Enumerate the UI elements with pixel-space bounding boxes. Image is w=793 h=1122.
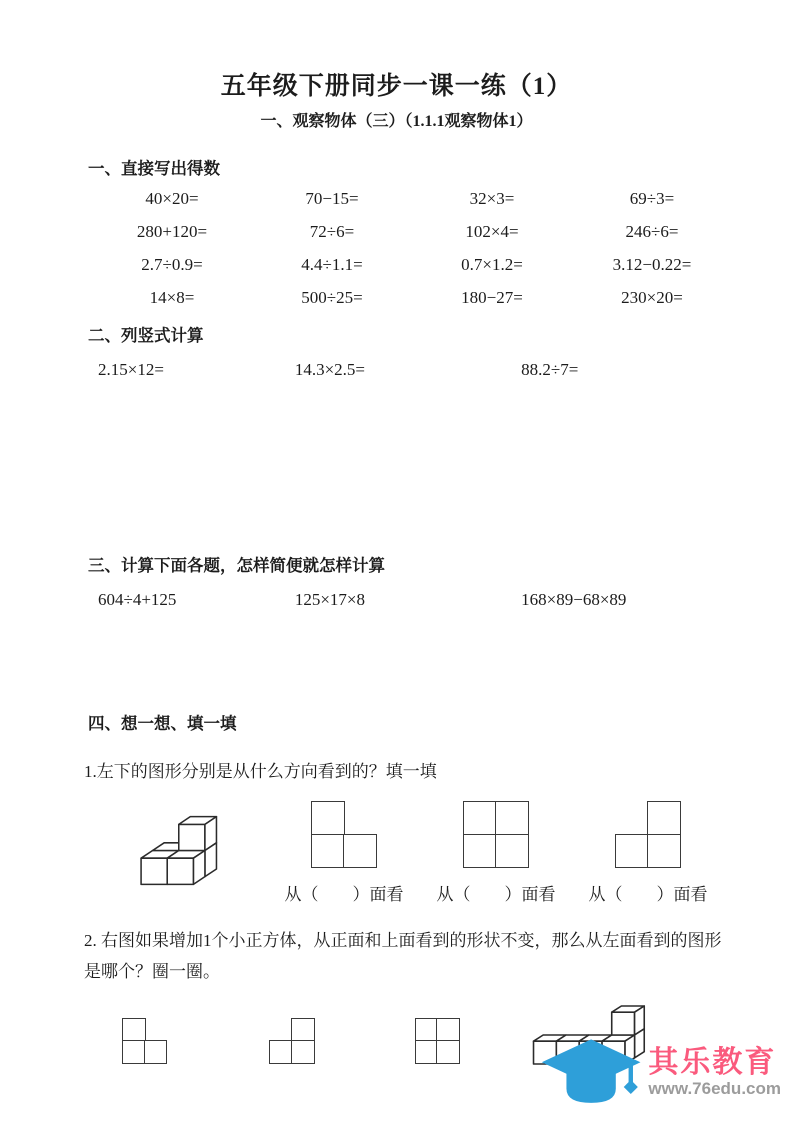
section1-heading: 一、直接写出得数 xyxy=(88,159,220,178)
math-problem: 280+120= xyxy=(136,222,208,241)
math-problem: 14×8= xyxy=(149,288,195,307)
view-direction-label: 从（ ）面看 xyxy=(284,884,404,904)
math-problem: 604÷4+125 xyxy=(98,590,177,609)
grid-cell xyxy=(463,801,497,835)
answer-shape-l-top-left xyxy=(122,1018,167,1063)
grid-cell xyxy=(291,1040,315,1064)
grid-cell xyxy=(122,1018,146,1042)
grid-cell xyxy=(647,834,681,868)
math-problem: 168×89−68×89 xyxy=(521,590,627,609)
grid-cell xyxy=(463,834,497,868)
view-option-column xyxy=(572,801,724,904)
math-problem: 14.3×2.5= xyxy=(294,360,365,379)
grid-cell xyxy=(144,1040,168,1064)
view-option-column xyxy=(268,801,420,904)
math-problem: 102×4= xyxy=(465,222,519,241)
question1-figures xyxy=(0,801,793,904)
publisher-logo xyxy=(540,1032,781,1112)
math-problem: 40×20= xyxy=(145,189,199,208)
section1-problems xyxy=(92,189,732,308)
grid-shape-l-top-right xyxy=(615,801,681,867)
math-problem: 3.12−0.22= xyxy=(612,255,692,274)
section2-heading: 二、列竖式计算 xyxy=(88,326,204,345)
grid-shape-l-top-left xyxy=(311,801,377,867)
page-title: 五年级下册同步一课一练（1） xyxy=(220,73,573,100)
section4-heading: 四、想一想、填一填 xyxy=(88,714,237,733)
grid-cell xyxy=(122,1040,146,1064)
math-problem: 88.2÷7= xyxy=(521,360,579,379)
grid-cell xyxy=(647,801,681,835)
math-problem: 69÷3= xyxy=(629,189,675,208)
grid-cell xyxy=(415,1040,439,1064)
grid-cell xyxy=(311,801,345,835)
logo-website-url: www.76edu.com xyxy=(648,1078,781,1098)
view-direction-label: 从（ ）面看 xyxy=(436,884,556,904)
math-problem: 125×17×8 xyxy=(294,590,365,609)
grid-cell xyxy=(495,801,529,835)
section3-problems xyxy=(92,590,712,610)
math-problem: 2.15×12= xyxy=(98,360,164,379)
grid-cell xyxy=(343,834,377,868)
grid-cell xyxy=(415,1018,439,1042)
math-problem: 180−27= xyxy=(461,288,523,307)
graduation-cap-icon xyxy=(540,1032,644,1112)
grid-cell xyxy=(436,1018,460,1042)
cube-stack-3d-figure xyxy=(138,815,218,886)
math-problem: 2.7÷0.9= xyxy=(141,255,203,274)
section3-heading: 三、计算下面各题，怎样简便就怎样计算 xyxy=(88,556,385,575)
logo-brand-name: 其乐教育 xyxy=(648,1045,777,1079)
grid-cell xyxy=(436,1040,460,1064)
calculation-workspace xyxy=(0,380,793,552)
view-option-column xyxy=(420,801,572,904)
logo-text-block xyxy=(648,1046,781,1099)
question1-text: 1.左下的图形分别是从什么方向看到的？填一填 xyxy=(84,762,437,781)
math-problem: 72÷6= xyxy=(309,222,355,241)
view-direction-label: 从（ ）面看 xyxy=(588,884,708,904)
answer-shape-l-top-right xyxy=(269,1018,314,1063)
math-problem: 32×3= xyxy=(469,189,515,208)
grid-cell xyxy=(615,834,649,868)
section2-problems xyxy=(92,360,712,380)
calculation-workspace xyxy=(0,610,793,710)
grid-shape-square-2x2 xyxy=(463,801,529,867)
page-subtitle: 一、观察物体（三）（1.1.1观察物体1） xyxy=(260,113,533,130)
math-problem: 230×20= xyxy=(621,288,683,307)
answer-shape-square-2x2 xyxy=(415,1018,460,1063)
math-problem: 0.7×1.2= xyxy=(461,255,523,274)
math-problem: 246÷6= xyxy=(625,222,679,241)
grid-cell xyxy=(495,834,529,868)
question2-text: 2. 右图如果增加1个小正方体，从正面和上面看到的形状不变，那么从左面看到的图形是哪个？圈一圈。 xyxy=(84,930,722,982)
grid-cell xyxy=(291,1018,315,1042)
math-problem: 70−15= xyxy=(305,189,359,208)
grid-cell xyxy=(269,1040,293,1064)
math-problem: 4.4÷1.1= xyxy=(301,255,363,274)
grid-cell xyxy=(311,834,345,868)
math-problem: 500÷25= xyxy=(301,288,363,307)
